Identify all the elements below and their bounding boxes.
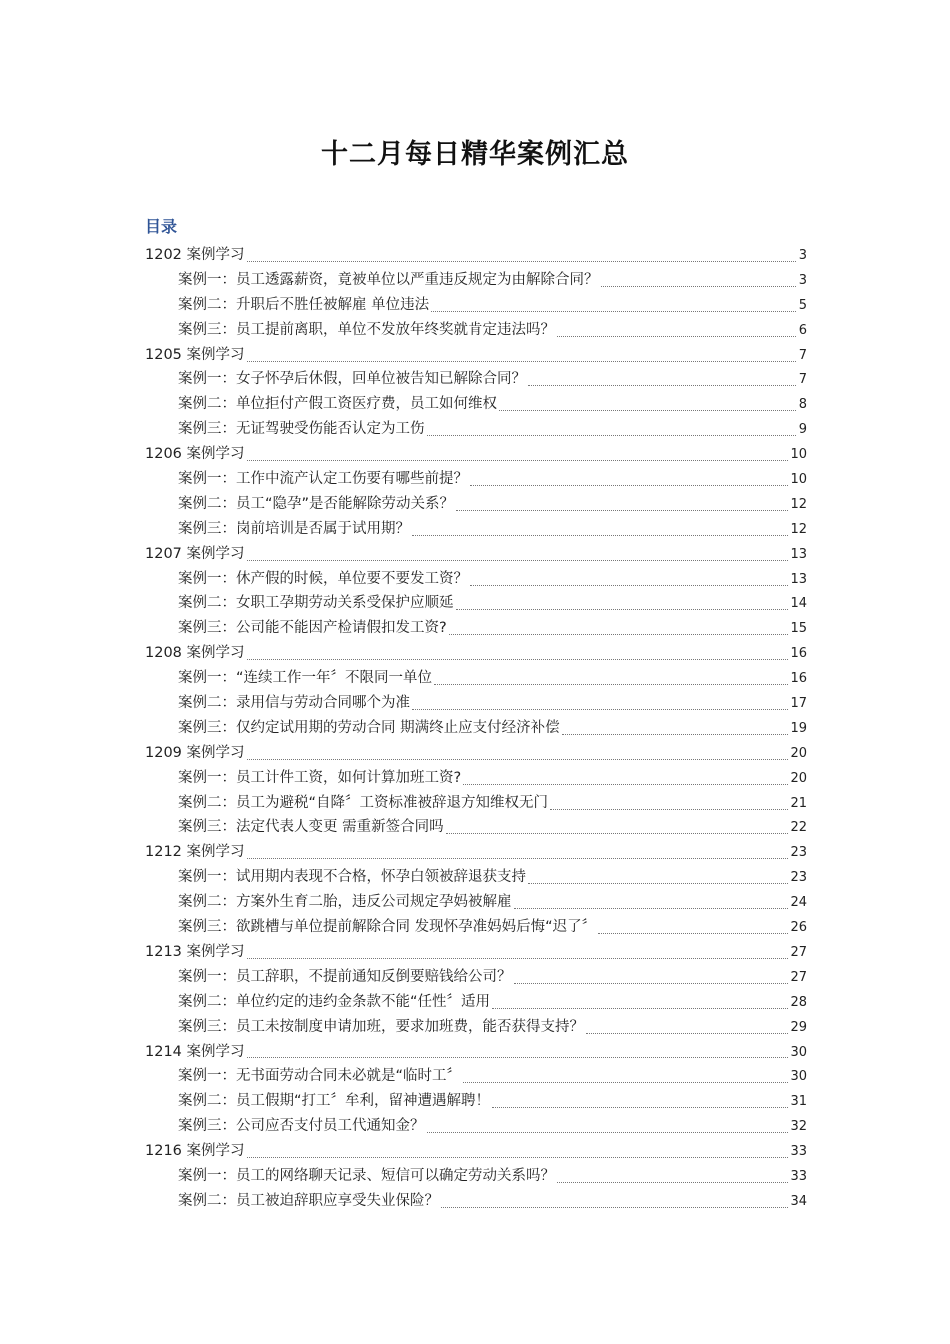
toc-page-number: 33 (790, 1168, 807, 1184)
toc-case-entry[interactable] (145, 293, 807, 318)
toc-entry-text: 案例一：试用期内表现不合格，怀孕白领被辞退获支持 (178, 869, 526, 886)
toc-case-entry[interactable] (145, 567, 807, 592)
toc-page-number: 13 (790, 571, 807, 587)
toc-case-entry[interactable] (145, 865, 807, 890)
toc-case-entry[interactable] (145, 1015, 807, 1040)
toc-entry-text: 案例二：单位约定的违约金条款不能“任性〞适用 (178, 993, 491, 1010)
toc-case-entry[interactable] (145, 691, 807, 716)
toc-dot-leader (247, 1057, 789, 1058)
toc-case-entry[interactable] (145, 716, 807, 741)
toc-case-entry[interactable] (145, 1064, 807, 1089)
toc-page-number: 5 (798, 297, 807, 313)
toc-case-entry[interactable] (145, 467, 807, 492)
toc-page-number: 24 (790, 895, 807, 911)
toc-entry-text: 案例二：员工“隐孕”是否能解除劳动关系？ (178, 495, 455, 512)
toc-section-entry[interactable] (145, 840, 807, 865)
toc-case-entry[interactable] (145, 990, 807, 1015)
toc-dot-leader (463, 1082, 788, 1083)
toc-entry-text: 案例三：无证驾驶受伤能否认定为工伤 (178, 421, 425, 438)
toc-page-number: 10 (790, 447, 807, 463)
toc-entry-text: 案例三：岗前培训是否属于试用期？ (178, 520, 410, 537)
toc-page-number: 12 (790, 496, 807, 512)
toc-page-number: 30 (790, 1044, 807, 1060)
toc-page-number: 10 (790, 472, 807, 488)
toc-case-entry[interactable] (145, 417, 807, 442)
toc-page-number: 31 (790, 1094, 807, 1110)
toc-case-entry[interactable] (145, 915, 807, 940)
toc-dot-leader (247, 460, 789, 461)
toc-dot-leader (492, 1008, 788, 1009)
toc-dot-leader (247, 560, 789, 561)
toc-entry-text: 案例一：工作中流产认定工伤要有哪些前提？ (178, 471, 468, 488)
toc-dot-leader (412, 709, 788, 710)
toc-dot-leader (456, 609, 789, 610)
toc-page-number: 33 (790, 1144, 807, 1160)
toc-page-number: 13 (790, 546, 807, 562)
toc-entry-text: 案例二：员工被迫辞职应享受失业保险？ (178, 1192, 439, 1209)
toc-dot-leader (470, 585, 788, 586)
toc-page-number: 15 (790, 621, 807, 637)
toc-dot-leader (412, 535, 788, 536)
toc-case-entry[interactable] (145, 367, 807, 392)
toc-entry-text: 案例三：公司能不能因产检请假扣发工资? (178, 620, 447, 637)
toc-dot-leader (528, 883, 788, 884)
toc-section-entry[interactable] (145, 1040, 807, 1065)
toc-entry-text: 案例一：无书面劳动合同未必就是“临时工〞 (178, 1068, 462, 1085)
toc-case-entry[interactable] (145, 268, 807, 293)
toc-dot-leader (557, 1182, 788, 1183)
toc-page-number: 32 (790, 1119, 807, 1135)
toc-case-entry[interactable] (145, 766, 807, 791)
toc-section-entry[interactable] (145, 741, 807, 766)
toc-page-number: 20 (790, 745, 807, 761)
toc-case-entry[interactable] (145, 517, 807, 542)
toc-entry-text: 案例三：员工未按制度申请加班，要求加班费，能否获得支持？ (178, 1018, 584, 1035)
toc-dot-leader (550, 809, 788, 810)
toc-page-number: 23 (790, 870, 807, 886)
toc-entry-text: 1206 案例学习 (145, 446, 245, 463)
toc-dot-leader (463, 784, 788, 785)
toc-dot-leader (514, 983, 789, 984)
toc-entry-text: 1208 案例学习 (145, 645, 245, 662)
toc-dot-leader (247, 958, 789, 959)
toc-case-entry[interactable] (145, 492, 807, 517)
toc-page-number: 12 (790, 521, 807, 537)
toc-entry-text: 案例二：方案外生育二胎，违反公司规定孕妈被解雇 (178, 894, 512, 911)
toc-entry-text: 1207 案例学习 (145, 545, 245, 562)
toc-page-number: 34 (790, 1193, 807, 1209)
toc-dot-leader (528, 385, 796, 386)
toc-entry-text: 案例三：仅约定试用期的劳动合同 期满终止应支付经济补偿 (178, 719, 560, 736)
toc-dot-leader (449, 634, 789, 635)
toc-page-number: 29 (790, 1019, 807, 1035)
toc-case-entry[interactable] (145, 591, 807, 616)
toc-entry-text: 1209 案例学习 (145, 744, 245, 761)
toc-case-entry[interactable] (145, 1089, 807, 1114)
toc-dot-leader (601, 286, 797, 287)
toc-entry-text: 案例三：欲跳槽与单位提前解除合同 发现怀孕准妈妈后悔“迟了〞 (178, 919, 597, 936)
toc-entry-text: 1214 案例学习 (145, 1043, 245, 1060)
toc-dot-leader (431, 311, 796, 312)
toc-dot-leader (434, 684, 788, 685)
toc-entry-text: 案例三：公司应否支付员工代通知金？ (178, 1118, 425, 1135)
toc-entry-text: 案例三：员工提前离职，单位不发放年终奖就肯定违法吗？ (178, 321, 555, 338)
toc-case-entry[interactable] (145, 318, 807, 343)
toc-entry-text: 1212 案例学习 (145, 844, 245, 861)
table-of-contents (145, 243, 807, 1214)
toc-section-entry[interactable] (145, 1139, 807, 1164)
toc-entry-text: 案例二：录用信与劳动合同哪个为准 (178, 695, 410, 712)
toc-page-number: 7 (798, 372, 807, 388)
toc-section-entry[interactable] (145, 940, 807, 965)
toc-page-number: 3 (798, 248, 807, 263)
toc-page-number: 19 (790, 720, 807, 736)
toc-dot-leader (247, 1157, 789, 1158)
toc-page-number: 8 (798, 397, 807, 413)
toc-case-entry[interactable] (145, 1114, 807, 1139)
toc-dot-leader (598, 933, 788, 934)
toc-case-entry[interactable] (145, 791, 807, 816)
toc-dot-leader (247, 659, 789, 660)
toc-entry-text: 1216 案例学习 (145, 1143, 245, 1160)
toc-page-number: 16 (790, 671, 807, 687)
toc-dot-leader (492, 1107, 788, 1108)
toc-dot-leader (446, 833, 789, 834)
toc-page-number: 23 (790, 845, 807, 861)
toc-section-entry[interactable] (145, 442, 807, 467)
toc-dot-leader (562, 734, 789, 735)
toc-dot-leader (427, 435, 797, 436)
toc-page-number: 3 (798, 272, 807, 288)
toc-entry-text: 案例二：单位拒付产假工资医疗费，员工如何维权 (178, 396, 497, 413)
toc-dot-leader (441, 1207, 788, 1208)
toc-entry-text: 案例二：升职后不胜任被解雇 单位违法 (178, 296, 430, 313)
document-title: 十二月每日精华案例汇总 (321, 139, 629, 170)
toc-entry-text: 案例一：员工辞职，不提前通知反倒要赔钱给公司？ (178, 968, 512, 985)
toc-heading: 目录 (145, 217, 178, 236)
toc-case-entry[interactable] (145, 1164, 807, 1189)
toc-dot-leader (514, 908, 789, 909)
toc-entry-text: 1205 案例学习 (145, 346, 245, 363)
toc-page-number: 26 (790, 920, 807, 936)
toc-entry-text: 案例一：员工计件工资，如何计算加班工资? (178, 769, 462, 786)
toc-page-number: 22 (790, 820, 807, 836)
toc-page-number: 17 (790, 696, 807, 712)
toc-section-entry[interactable] (145, 542, 807, 567)
toc-entry-text: 案例一：员工的网络聊天记录、短信可以确定劳动关系吗？ (178, 1167, 555, 1184)
toc-page-number: 7 (798, 347, 807, 363)
toc-page-number: 20 (790, 770, 807, 786)
toc-case-entry[interactable] (145, 666, 807, 691)
toc-entry-text: 案例一：员工透露薪资，竟被单位以严重违反规定为由解除合同？ (178, 271, 599, 288)
toc-page-number: 28 (790, 994, 807, 1010)
toc-dot-leader (247, 858, 789, 859)
toc-case-entry[interactable] (145, 392, 807, 417)
toc-case-entry[interactable] (145, 616, 807, 641)
toc-case-entry[interactable] (145, 965, 807, 990)
toc-section-entry[interactable] (145, 243, 807, 268)
toc-page-number: 9 (798, 422, 807, 438)
toc-entry-text: 案例一：“连续工作一年〞不限同一单位 (178, 670, 433, 687)
toc-dot-leader (557, 336, 796, 337)
toc-dot-leader (470, 485, 788, 486)
toc-entry-text: 案例二：女职工孕期劳动关系受保护应顺延 (178, 595, 454, 612)
toc-page-number: 27 (790, 969, 807, 985)
toc-page-number: 14 (790, 596, 807, 612)
toc-entry-text: 案例二：员工为避税“自降〞工资标准被辞退方知维权无门 (178, 794, 549, 811)
toc-dot-leader (499, 410, 796, 411)
toc-section-entry[interactable] (145, 343, 807, 368)
toc-entry-text: 案例二：员工假期“打工〞牟利，留神遭遇解聘！ (178, 1093, 491, 1110)
toc-entry-text: 1202 案例学习 (145, 247, 245, 263)
toc-page-number: 21 (790, 795, 807, 811)
toc-case-entry[interactable] (145, 1189, 807, 1214)
toc-case-entry[interactable] (145, 815, 807, 840)
toc-entry-text: 案例三：法定代表人变更 需重新签合同吗 (178, 819, 444, 836)
toc-dot-leader (247, 261, 796, 262)
toc-page-number: 16 (790, 646, 807, 662)
toc-page-number: 27 (790, 944, 807, 960)
toc-entry-text: 1213 案例学习 (145, 943, 245, 960)
toc-page-number: 30 (790, 1069, 807, 1085)
toc-entry-text: 案例一：女子怀孕后休假，回单位被告知已解除合同？ (178, 371, 526, 388)
toc-entry-text: 案例一：休产假的时候，单位要不要发工资？ (178, 570, 468, 587)
toc-dot-leader (247, 361, 796, 362)
toc-page-number: 6 (798, 322, 807, 338)
toc-section-entry[interactable] (145, 641, 807, 666)
toc-dot-leader (247, 759, 789, 760)
toc-dot-leader (427, 1132, 789, 1133)
toc-dot-leader (586, 1033, 788, 1034)
toc-dot-leader (456, 510, 788, 511)
toc-case-entry[interactable] (145, 890, 807, 915)
